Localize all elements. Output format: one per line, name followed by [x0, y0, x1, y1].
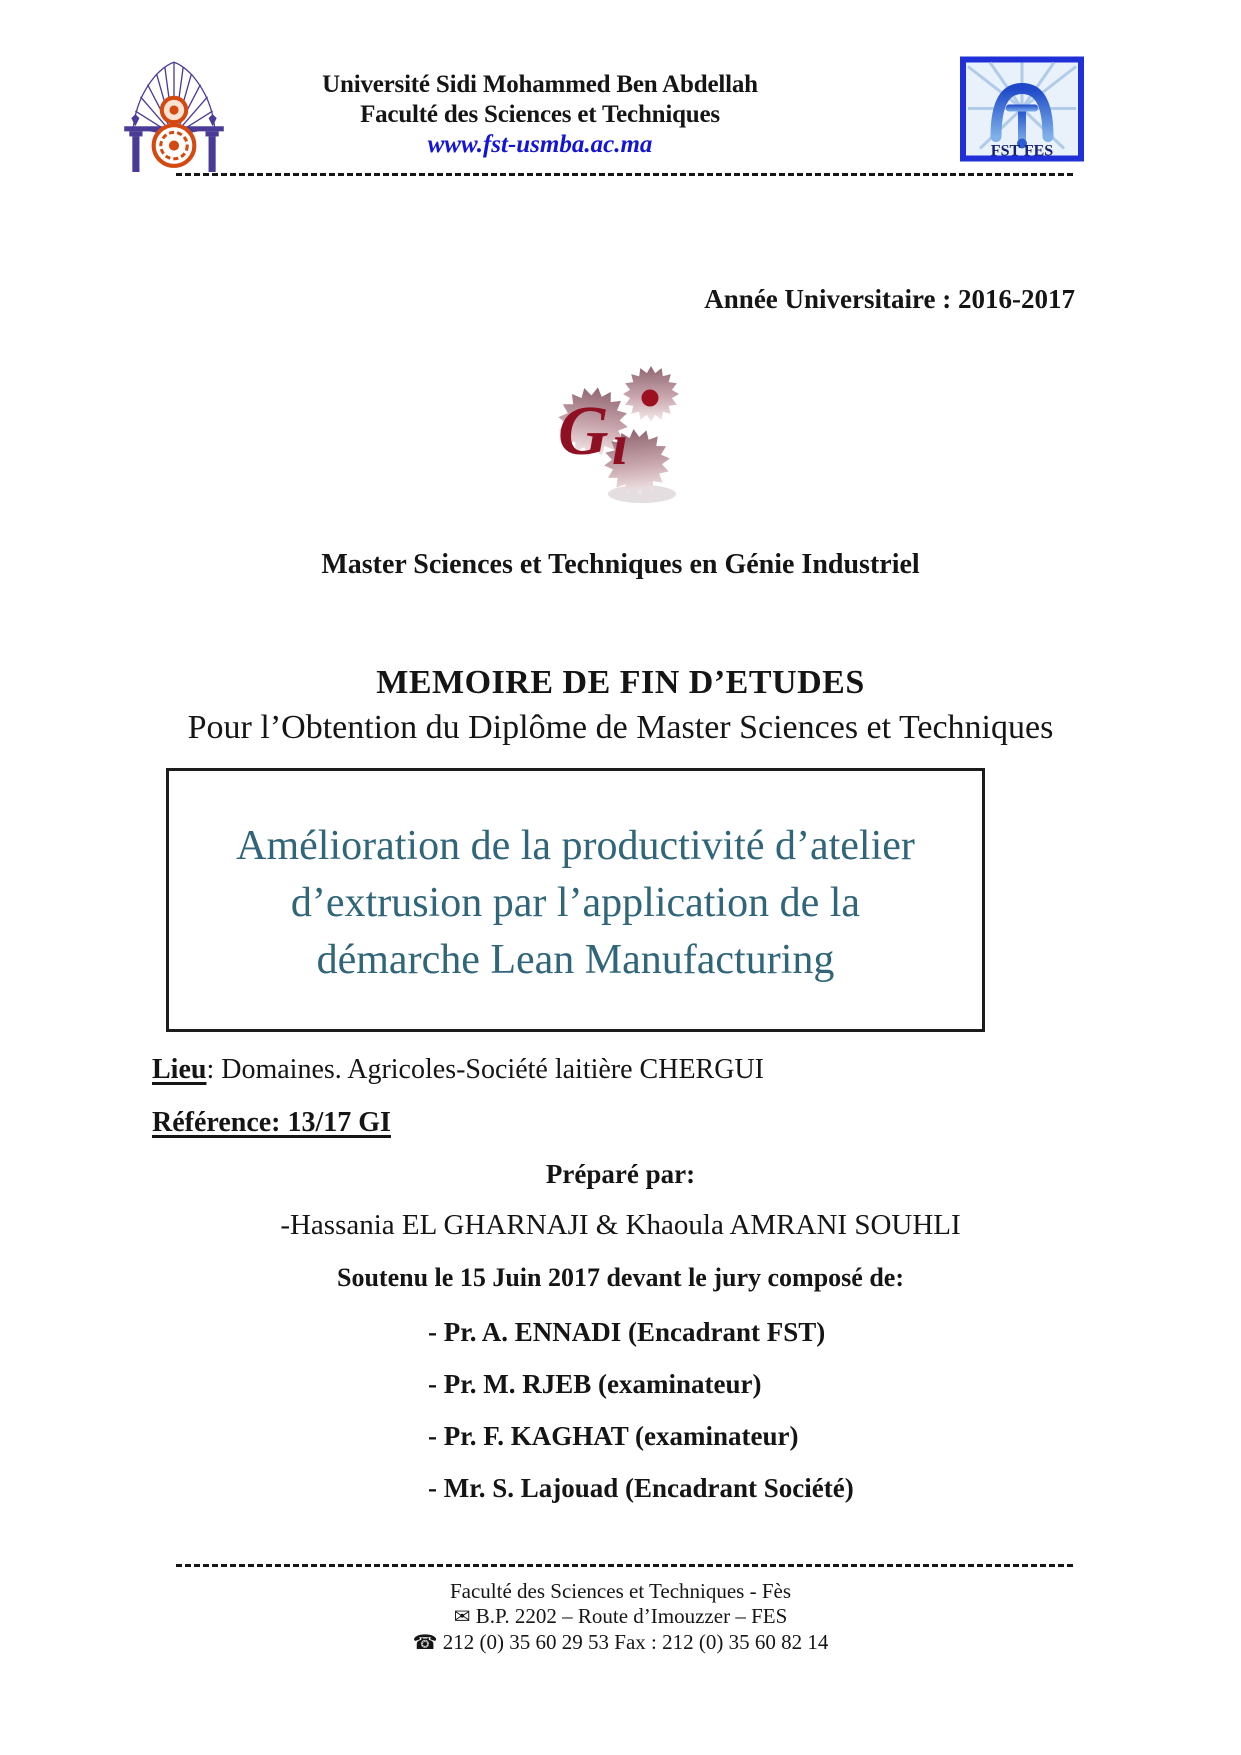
jury-member: - Pr. F. KAGHAT (examinateur) [428, 1421, 799, 1451]
jury-member: - Pr. M. RJEB (examinateur) [428, 1369, 762, 1399]
faculty-name: Faculté des Sciences et Techniques [360, 101, 720, 128]
location-value: : Domaines. Agricoles-Société laitière CHERGUI [206, 1054, 764, 1085]
usmba-university-logo-icon [116, 46, 232, 172]
thesis-title-line-3: démarche Lean Manufacturing [316, 937, 835, 983]
gi-logo-letter-i: ı [612, 412, 629, 477]
defense-intro: Soutenu le 15 Juin 2017 devant le jury composé de: [337, 1263, 904, 1292]
location-label: Lieu [152, 1054, 207, 1085]
footer-phone-line [0, 1630, 1241, 1656]
memoire-subheading: Pour l’Obtention du Diplôme de Master Sciences et Techniques [187, 709, 1054, 746]
footer-phone-text: 212 (0) 35 60 29 53 Fax : 212 (0) 35 60 82 14 [442, 1630, 829, 1654]
jury-list [428, 1318, 854, 1526]
academic-year: Année Universitaire : 2016-2017 [704, 284, 1075, 314]
authors-line: -Hassania EL GHARNAJI & Khaoula AMRANI SOUHLI [280, 1209, 961, 1241]
program-name: Master Sciences et Techniques en Génie Industriel [321, 549, 920, 580]
thesis-title-line-1: Amélioration de la productivité d’atelier [236, 823, 915, 869]
reference-line: Référence: 13/17 GI [152, 1107, 391, 1138]
fst-logo-caption: FST FES [990, 142, 1054, 160]
jury-member: - Mr. S. Lajouad (Encadrant Société) [428, 1473, 854, 1503]
jury-member: - Pr. A. ENNADI (Encadrant FST) [428, 1317, 826, 1347]
bottom-divider [176, 1564, 1076, 1567]
footer-faculty-line: Faculté des Sciences et Techniques - Fès [449, 1579, 792, 1603]
gi-logo-i-dot [642, 390, 659, 407]
university-name: Université Sidi Mohammed Ben Abdellah [322, 71, 758, 98]
genie-industriel-logo-icon [550, 356, 695, 508]
gi-logo-letter-g: G [558, 393, 609, 470]
footer-address-text: B.P. 2202 – Route d’Imouzzer – FES [475, 1604, 788, 1628]
footer-block [0, 1579, 1241, 1656]
footer-address-line [0, 1604, 1241, 1630]
mail-icon: ✉ [453, 1606, 471, 1628]
website-link[interactable]: www.fst-usmba.ac.ma [427, 131, 653, 158]
fst-fes-logo-icon [960, 56, 1084, 162]
top-divider [176, 173, 1076, 176]
header-text-block [240, 70, 840, 160]
prepared-by-label: Préparé par: [545, 1159, 696, 1189]
thesis-title-box [166, 768, 985, 1032]
memoire-heading: MEMOIRE DE FIN D’ETUDES [376, 664, 865, 701]
phone-icon: ☎ [412, 1632, 438, 1654]
thesis-title-line-2: d’extrusion par l’application de la [290, 880, 861, 926]
location-line [152, 1054, 764, 1086]
